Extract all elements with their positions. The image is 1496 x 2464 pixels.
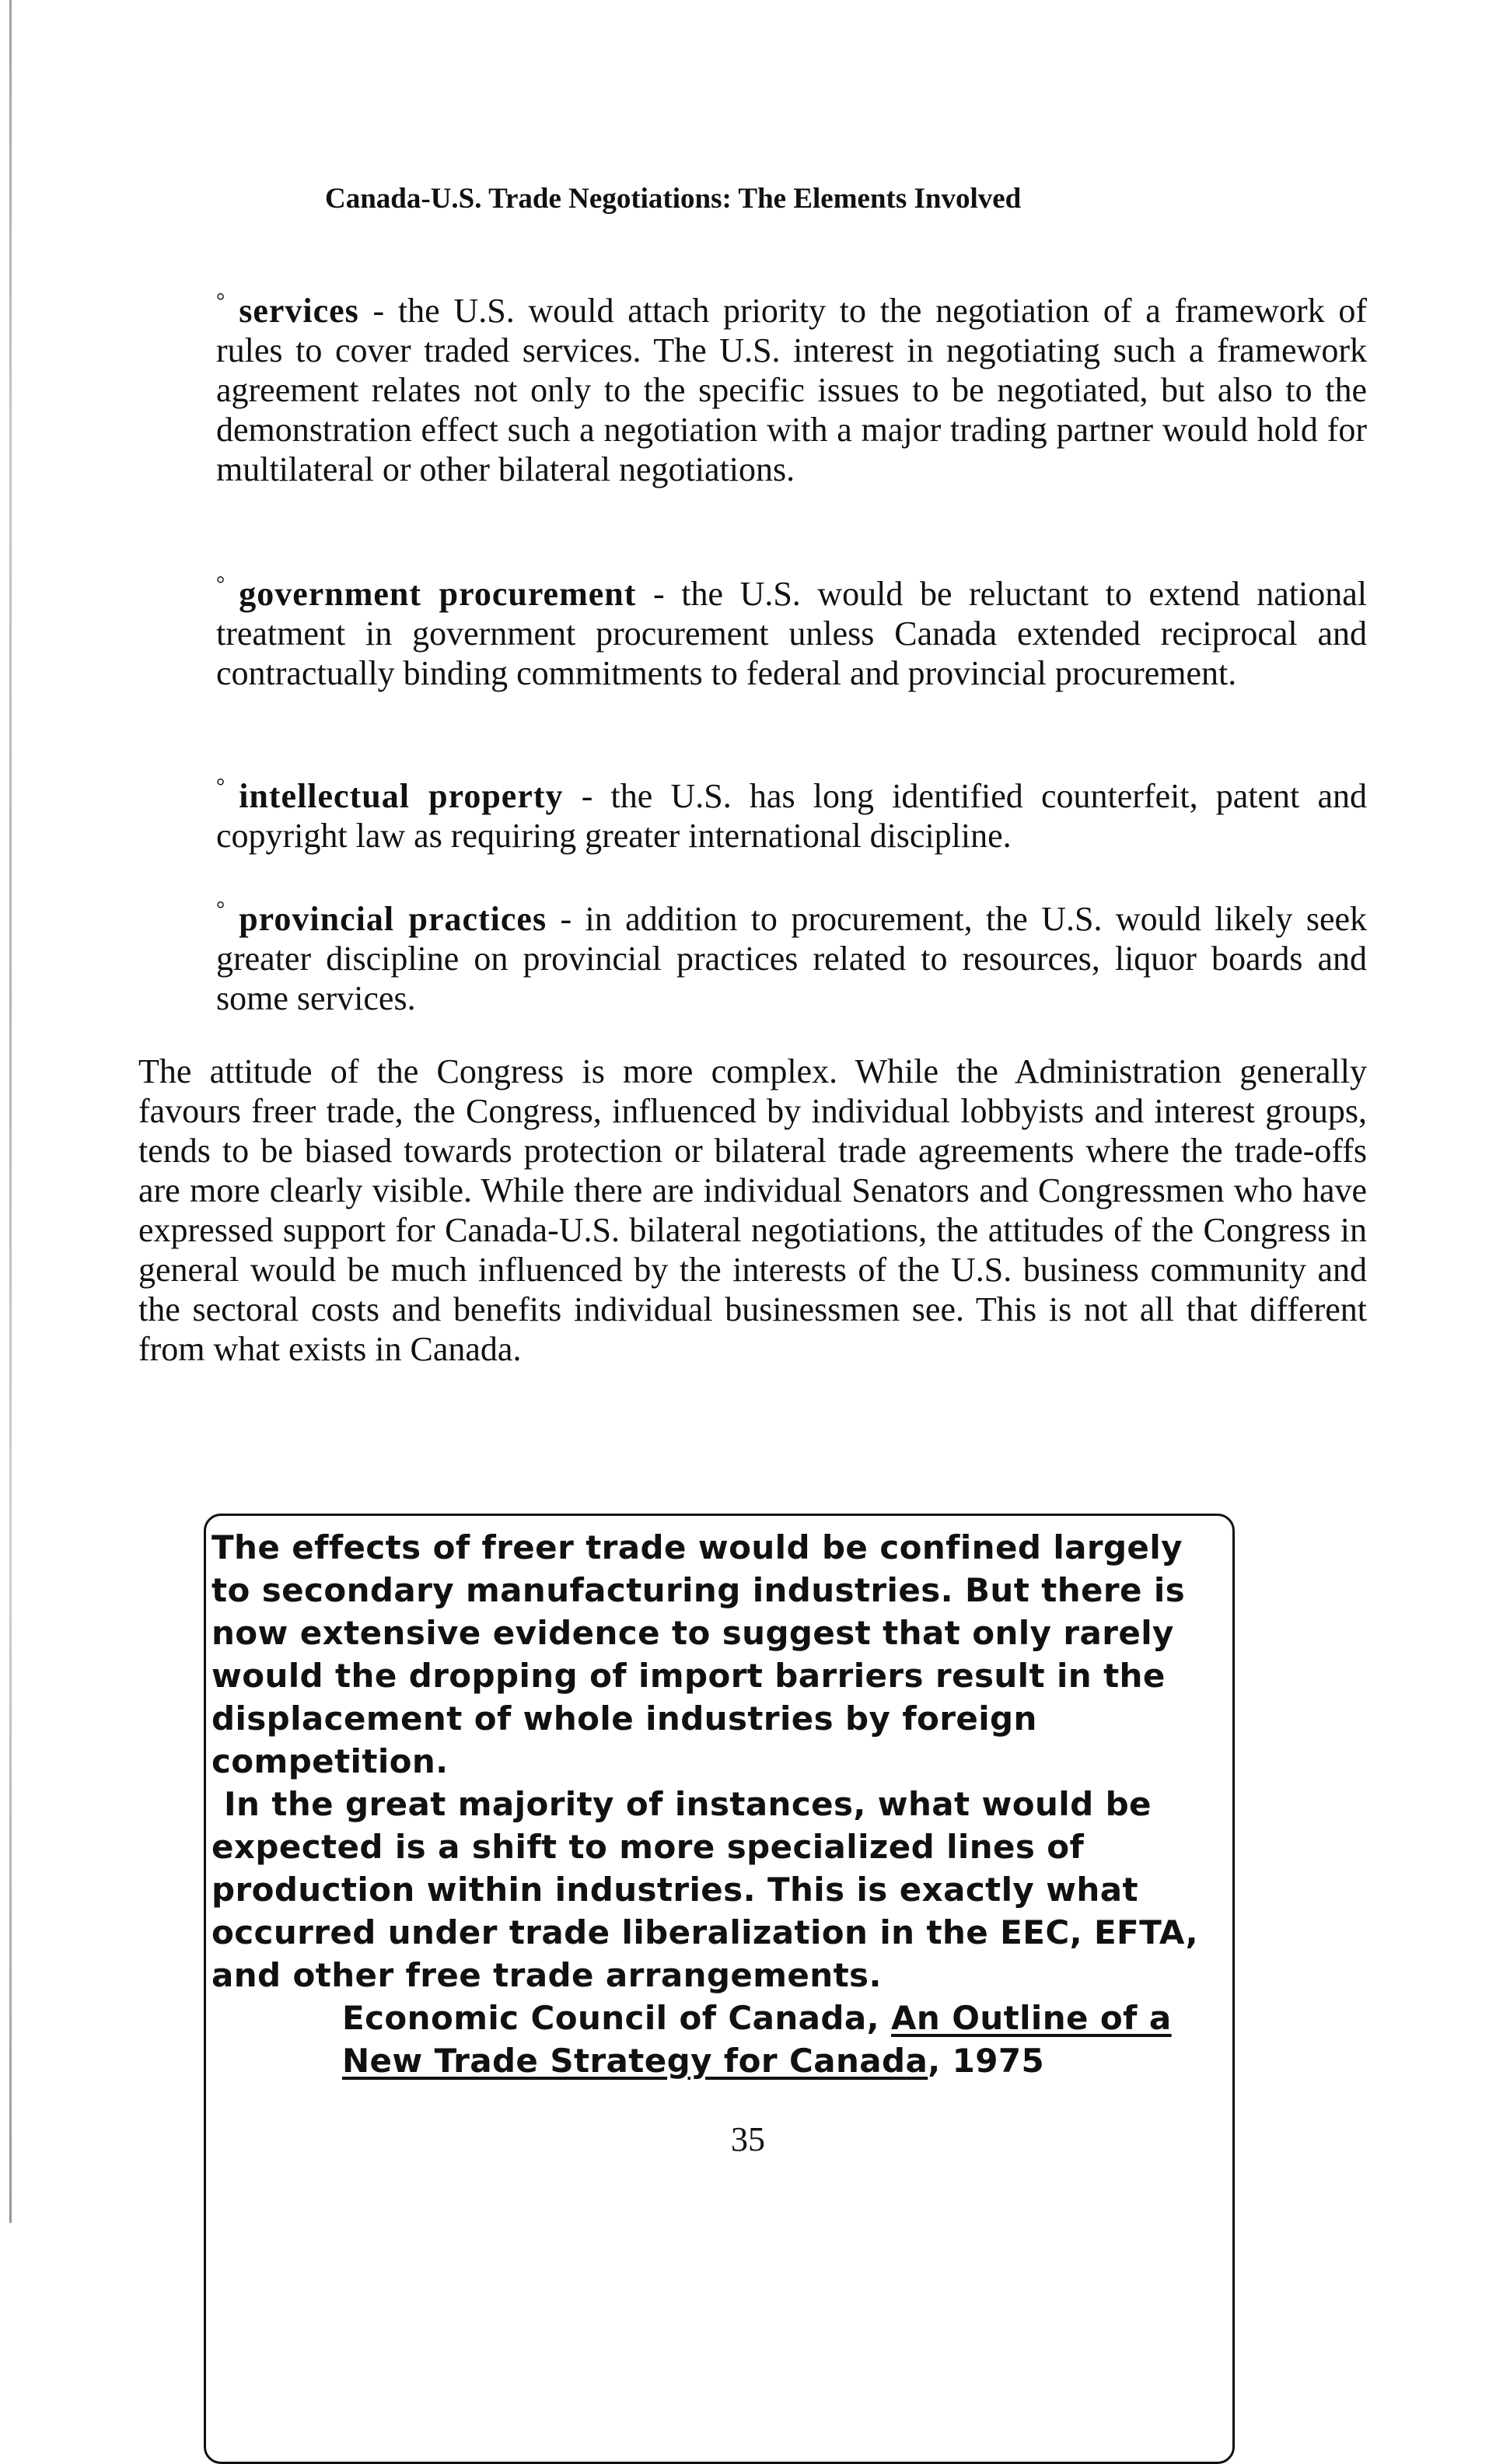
bullet-term: government procurement [239,575,637,613]
bullet-services [216,282,1367,489]
bullet-mark: ° [216,898,225,922]
bullet-term: provincial practices [239,900,547,938]
page-number: 35 [731,2120,765,2158]
quote-box [211,1526,1222,2082]
running-head: Canada-U.S. Trade Negotiations: The Elements Involved [325,183,1022,215]
bullet-government-procurement [216,565,1367,693]
bullet-term: services [239,292,359,330]
bullet-provincial-practices [216,890,1367,1018]
bullet-text: - the U.S. would attach priority to the negotiation of a framework of rules to cover traded services. The U.S. interest in negotiating such a framework agreement relates not only to the specific issues to be negotiated, but also to the demonstration effect such a negotiation with a major trading partner would hold for multilateral or other bilateral negotiations. [216,292,1367,488]
citation-title: An Outline of a New Trade Strategy for Canada [342,1999,1172,2080]
bullet-text: - the U.S. would be reluctant to extend national treatment in government procurement unless Canada extended reciprocal and contractually binding commitments to federal and provincial procurement. [216,575,1368,692]
bullet-text: - in addition to procurement, the U.S. would likely seek greater discipline on provincial practices related to resources, liquor boards and some services. [216,900,1367,1017]
binding-edge [9,0,12,2223]
bullet-mark: ° [216,289,225,313]
bullet-intellectual-property [216,767,1367,856]
citation-year: , 1975 [928,2042,1045,2080]
quote-paragraph-1: The effects of freer trade would be confined largely to secondary manufacturing industries. But there is now extensive evidence to suggest that only rarely would the dropping of import barriers result in the displacement of whole industries by foreign competition. [211,1528,1186,1780]
quote-citation [342,1997,1222,2082]
citation-author: Economic Council of Canada, [342,1999,892,2037]
congress-paragraph: The attitude of the Congress is more complex. While the Administration generally favours freer trade, the Congress, influenced by individual lobbyists and interest groups, tends to be biased towards protection or bilateral trade agreements where the trade-offs are more clearly visible. While there are individual Senators and Congressmen who have expressed support for Canada-U.S. bilateral negotiations, the attitudes of the Congress in general would be much influenced by the interests of the U.S. business community and the sectoral costs and benefits individual businessmen see. This is not all that different from what exists in Canada. [138,1052,1367,1368]
bullet-mark: ° [216,572,225,597]
quote-paragraph-2: In the great majority of instances, what would be expected is a shift to more specialized lines of production within industries. This is exactly what occurred under trade liberalization in the EEC, EFTA, and other free trade arrangements. [211,1785,1198,1994]
bullet-mark: ° [216,775,225,799]
bullet-term: intellectual property [239,777,564,815]
bullet-text: - the U.S. has long identified counterfeit, patent and copyright law as requiring greater international discipline. [216,777,1367,855]
